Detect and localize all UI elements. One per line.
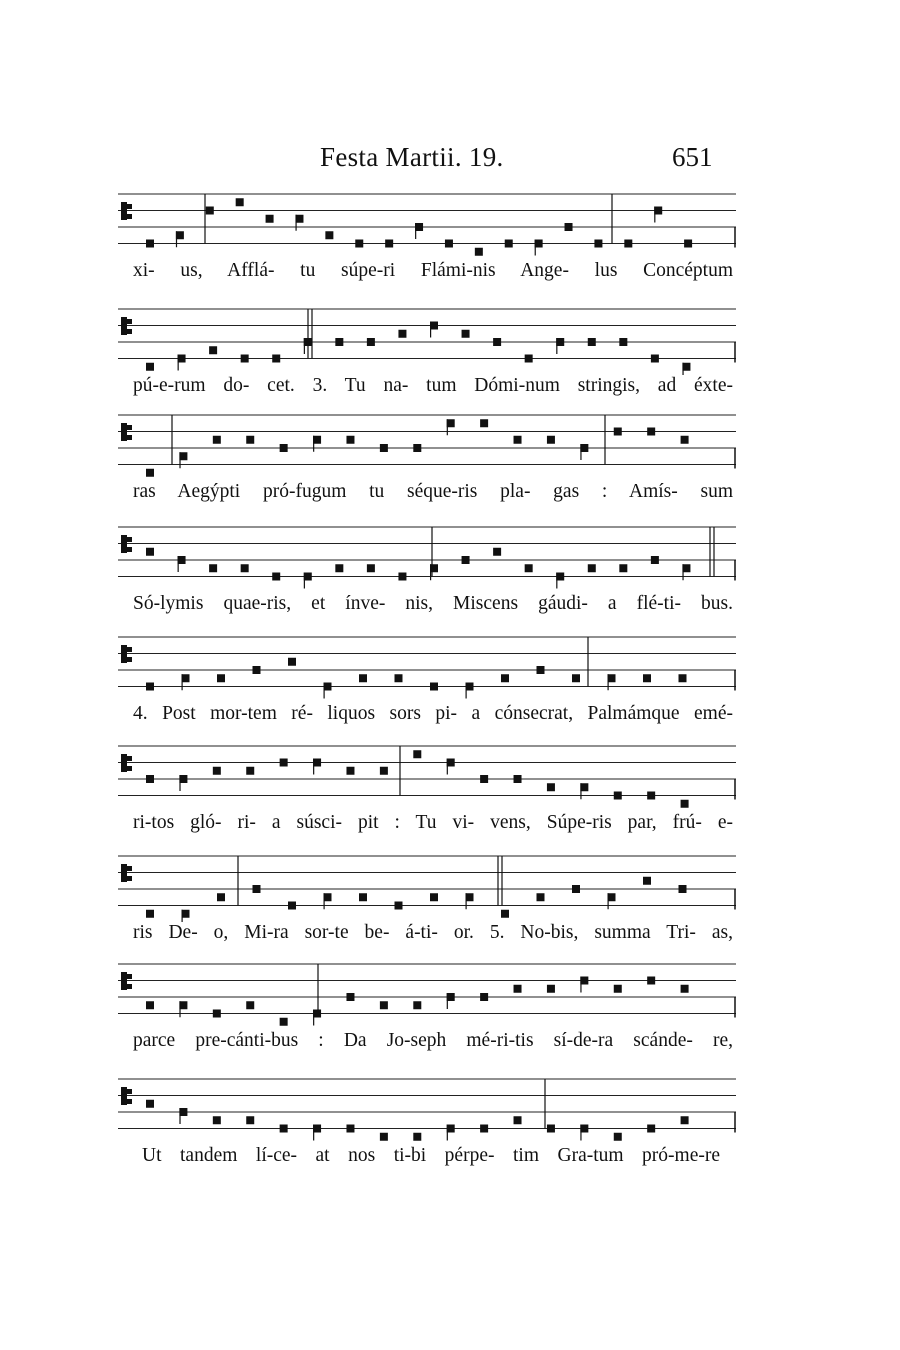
neume xyxy=(146,548,154,556)
chant-system-3 xyxy=(0,401,900,519)
neume xyxy=(547,436,555,444)
neume xyxy=(413,1133,421,1141)
neume xyxy=(241,355,249,363)
neume xyxy=(313,1010,321,1018)
neume xyxy=(146,1100,154,1108)
neume xyxy=(178,556,186,564)
neume xyxy=(608,893,616,901)
neume xyxy=(146,469,154,477)
neume xyxy=(346,436,354,444)
neume xyxy=(295,215,303,223)
chant-system-9 xyxy=(0,1065,900,1183)
staff xyxy=(0,180,900,260)
neume xyxy=(280,1125,288,1133)
neume xyxy=(217,674,225,682)
neume xyxy=(430,893,438,901)
lyric-line: pú-e-rum do- cet. 3. Tu na- tum Dómi-num stringis, ad éxte- xyxy=(133,375,733,396)
neume xyxy=(614,792,622,800)
neume xyxy=(580,444,588,452)
neume xyxy=(608,674,616,682)
neume xyxy=(462,330,470,338)
neume xyxy=(501,910,509,918)
neume xyxy=(246,1116,254,1124)
neume xyxy=(335,338,343,346)
neume xyxy=(146,683,154,691)
neume xyxy=(493,338,501,346)
staff xyxy=(0,401,900,481)
staff xyxy=(0,1065,900,1145)
neume xyxy=(413,750,421,758)
neume xyxy=(280,1018,288,1026)
neume xyxy=(480,993,488,1001)
neume xyxy=(624,240,632,248)
neume xyxy=(246,767,254,775)
staff xyxy=(0,295,900,375)
neume xyxy=(651,556,659,564)
neume xyxy=(313,759,321,767)
neume xyxy=(178,355,186,363)
neume xyxy=(614,985,622,993)
neume xyxy=(647,1125,655,1133)
running-title: Festa Martii. 19. xyxy=(320,142,504,172)
neume xyxy=(614,1133,622,1141)
neume xyxy=(146,1001,154,1009)
chant-system-7 xyxy=(0,842,900,960)
neume xyxy=(588,338,596,346)
neume xyxy=(682,564,690,572)
neume xyxy=(209,346,217,354)
page-number: 651 xyxy=(672,142,713,172)
neume xyxy=(313,436,321,444)
neume xyxy=(398,573,406,581)
lyric-line: 4. Post mor-tem ré- liquos sors pi- a cónsecrat, Palmámque emé- xyxy=(133,703,733,724)
neume xyxy=(572,674,580,682)
neume xyxy=(236,198,244,206)
neume xyxy=(146,775,154,783)
neume xyxy=(385,240,393,248)
neume xyxy=(493,548,501,556)
neume xyxy=(681,436,689,444)
neume xyxy=(346,767,354,775)
neume xyxy=(647,792,655,800)
neume xyxy=(380,444,388,452)
neume xyxy=(580,977,588,985)
lyric-line: parce pre-cánti-bus : Da Jo-seph mé-ri-tis sí-de-ra scánde- re, xyxy=(133,1030,733,1051)
neume xyxy=(246,1001,254,1009)
lyric-line: ri-tos gló- ri- a súsci- pit : Tu vi- vens, Súpe-ris par, frú- e- xyxy=(133,812,733,833)
neume xyxy=(288,902,296,910)
neume xyxy=(213,436,221,444)
neume xyxy=(213,1010,221,1018)
neume xyxy=(556,338,564,346)
neume xyxy=(367,338,375,346)
neume xyxy=(359,893,367,901)
neume xyxy=(619,338,627,346)
neume xyxy=(253,885,261,893)
neume xyxy=(380,1133,388,1141)
neume xyxy=(580,1125,588,1133)
neume xyxy=(288,658,296,666)
neume xyxy=(505,240,513,248)
lyric-line: ris De- o, Mi-ra sor-te be- á-ti- or. 5. No-bis, summa Tri- as, xyxy=(133,922,733,943)
neume xyxy=(647,428,655,436)
chant-system-8 xyxy=(0,950,900,1068)
neume xyxy=(684,240,692,248)
neume xyxy=(537,893,545,901)
lyric-line: Ut tandem lí-ce- at nos ti-bi pérpe- tim Gra-tum pró-me-re xyxy=(142,1145,720,1166)
neume xyxy=(272,573,280,581)
neume xyxy=(681,800,689,808)
neume xyxy=(514,1116,522,1124)
neume xyxy=(253,666,261,674)
neume xyxy=(651,355,659,363)
neume xyxy=(146,240,154,248)
neume xyxy=(380,767,388,775)
neume xyxy=(681,985,689,993)
neume xyxy=(547,783,555,791)
neume xyxy=(445,240,453,248)
neume xyxy=(679,674,687,682)
chant-system-1 xyxy=(0,180,900,298)
neume xyxy=(367,564,375,572)
neume xyxy=(501,674,509,682)
lyric-line: ras Aegýpti pró-fugum tu séque-ris pla- gas : Amís- sum xyxy=(133,481,733,502)
neume xyxy=(525,564,533,572)
neume xyxy=(272,355,280,363)
neume xyxy=(643,674,651,682)
chant-system-2 xyxy=(0,295,900,413)
neume xyxy=(346,993,354,1001)
neume xyxy=(514,775,522,783)
lyric-line: xi- us, Afflá- tu súpe-ri Flámi-nis Ange- lus Concéptum xyxy=(133,260,733,281)
neume xyxy=(556,573,564,581)
neume xyxy=(415,223,423,231)
neume xyxy=(335,564,343,572)
neume xyxy=(325,231,333,239)
neume xyxy=(430,683,438,691)
neume xyxy=(380,1001,388,1009)
neume xyxy=(241,564,249,572)
neume xyxy=(480,1125,488,1133)
neume xyxy=(280,759,288,767)
neume xyxy=(359,674,367,682)
neume xyxy=(643,877,651,885)
neume xyxy=(246,436,254,444)
chant-system-6 xyxy=(0,732,900,850)
neume xyxy=(355,240,363,248)
chant-system-4 xyxy=(0,513,900,631)
neume xyxy=(480,775,488,783)
neume xyxy=(398,330,406,338)
neume xyxy=(475,248,483,256)
neume xyxy=(313,1125,321,1133)
neume xyxy=(462,556,470,564)
neume xyxy=(572,885,580,893)
neume xyxy=(614,428,622,436)
neume xyxy=(514,436,522,444)
neume xyxy=(480,419,488,427)
staff xyxy=(0,842,900,922)
neume xyxy=(525,355,533,363)
neume xyxy=(619,564,627,572)
neume xyxy=(682,363,690,371)
neume xyxy=(413,444,421,452)
neume xyxy=(565,223,573,231)
neume xyxy=(346,1125,354,1133)
staff xyxy=(0,950,900,1030)
staff xyxy=(0,732,900,812)
neume xyxy=(514,985,522,993)
neume xyxy=(146,363,154,371)
neume xyxy=(679,885,687,893)
neume xyxy=(209,564,217,572)
neume xyxy=(217,893,225,901)
chant-system-5 xyxy=(0,623,900,741)
neume xyxy=(580,783,588,791)
neume xyxy=(213,767,221,775)
neume xyxy=(647,977,655,985)
staff xyxy=(0,623,900,703)
lyric-line: Só-lymis quae-ris, et ínve- nis, Miscens gáudi- a flé-ti- bus. xyxy=(133,593,733,614)
staff xyxy=(0,513,900,593)
neume xyxy=(213,1116,221,1124)
neume xyxy=(681,1116,689,1124)
neume xyxy=(547,1125,555,1133)
neume xyxy=(266,215,274,223)
neume xyxy=(146,910,154,918)
neume xyxy=(413,1001,421,1009)
neume xyxy=(588,564,596,572)
neume xyxy=(395,674,403,682)
neume xyxy=(535,240,543,248)
neume xyxy=(547,985,555,993)
neume xyxy=(537,666,545,674)
neume xyxy=(280,444,288,452)
neume xyxy=(206,207,214,215)
neume xyxy=(395,902,403,910)
neume xyxy=(594,240,602,248)
